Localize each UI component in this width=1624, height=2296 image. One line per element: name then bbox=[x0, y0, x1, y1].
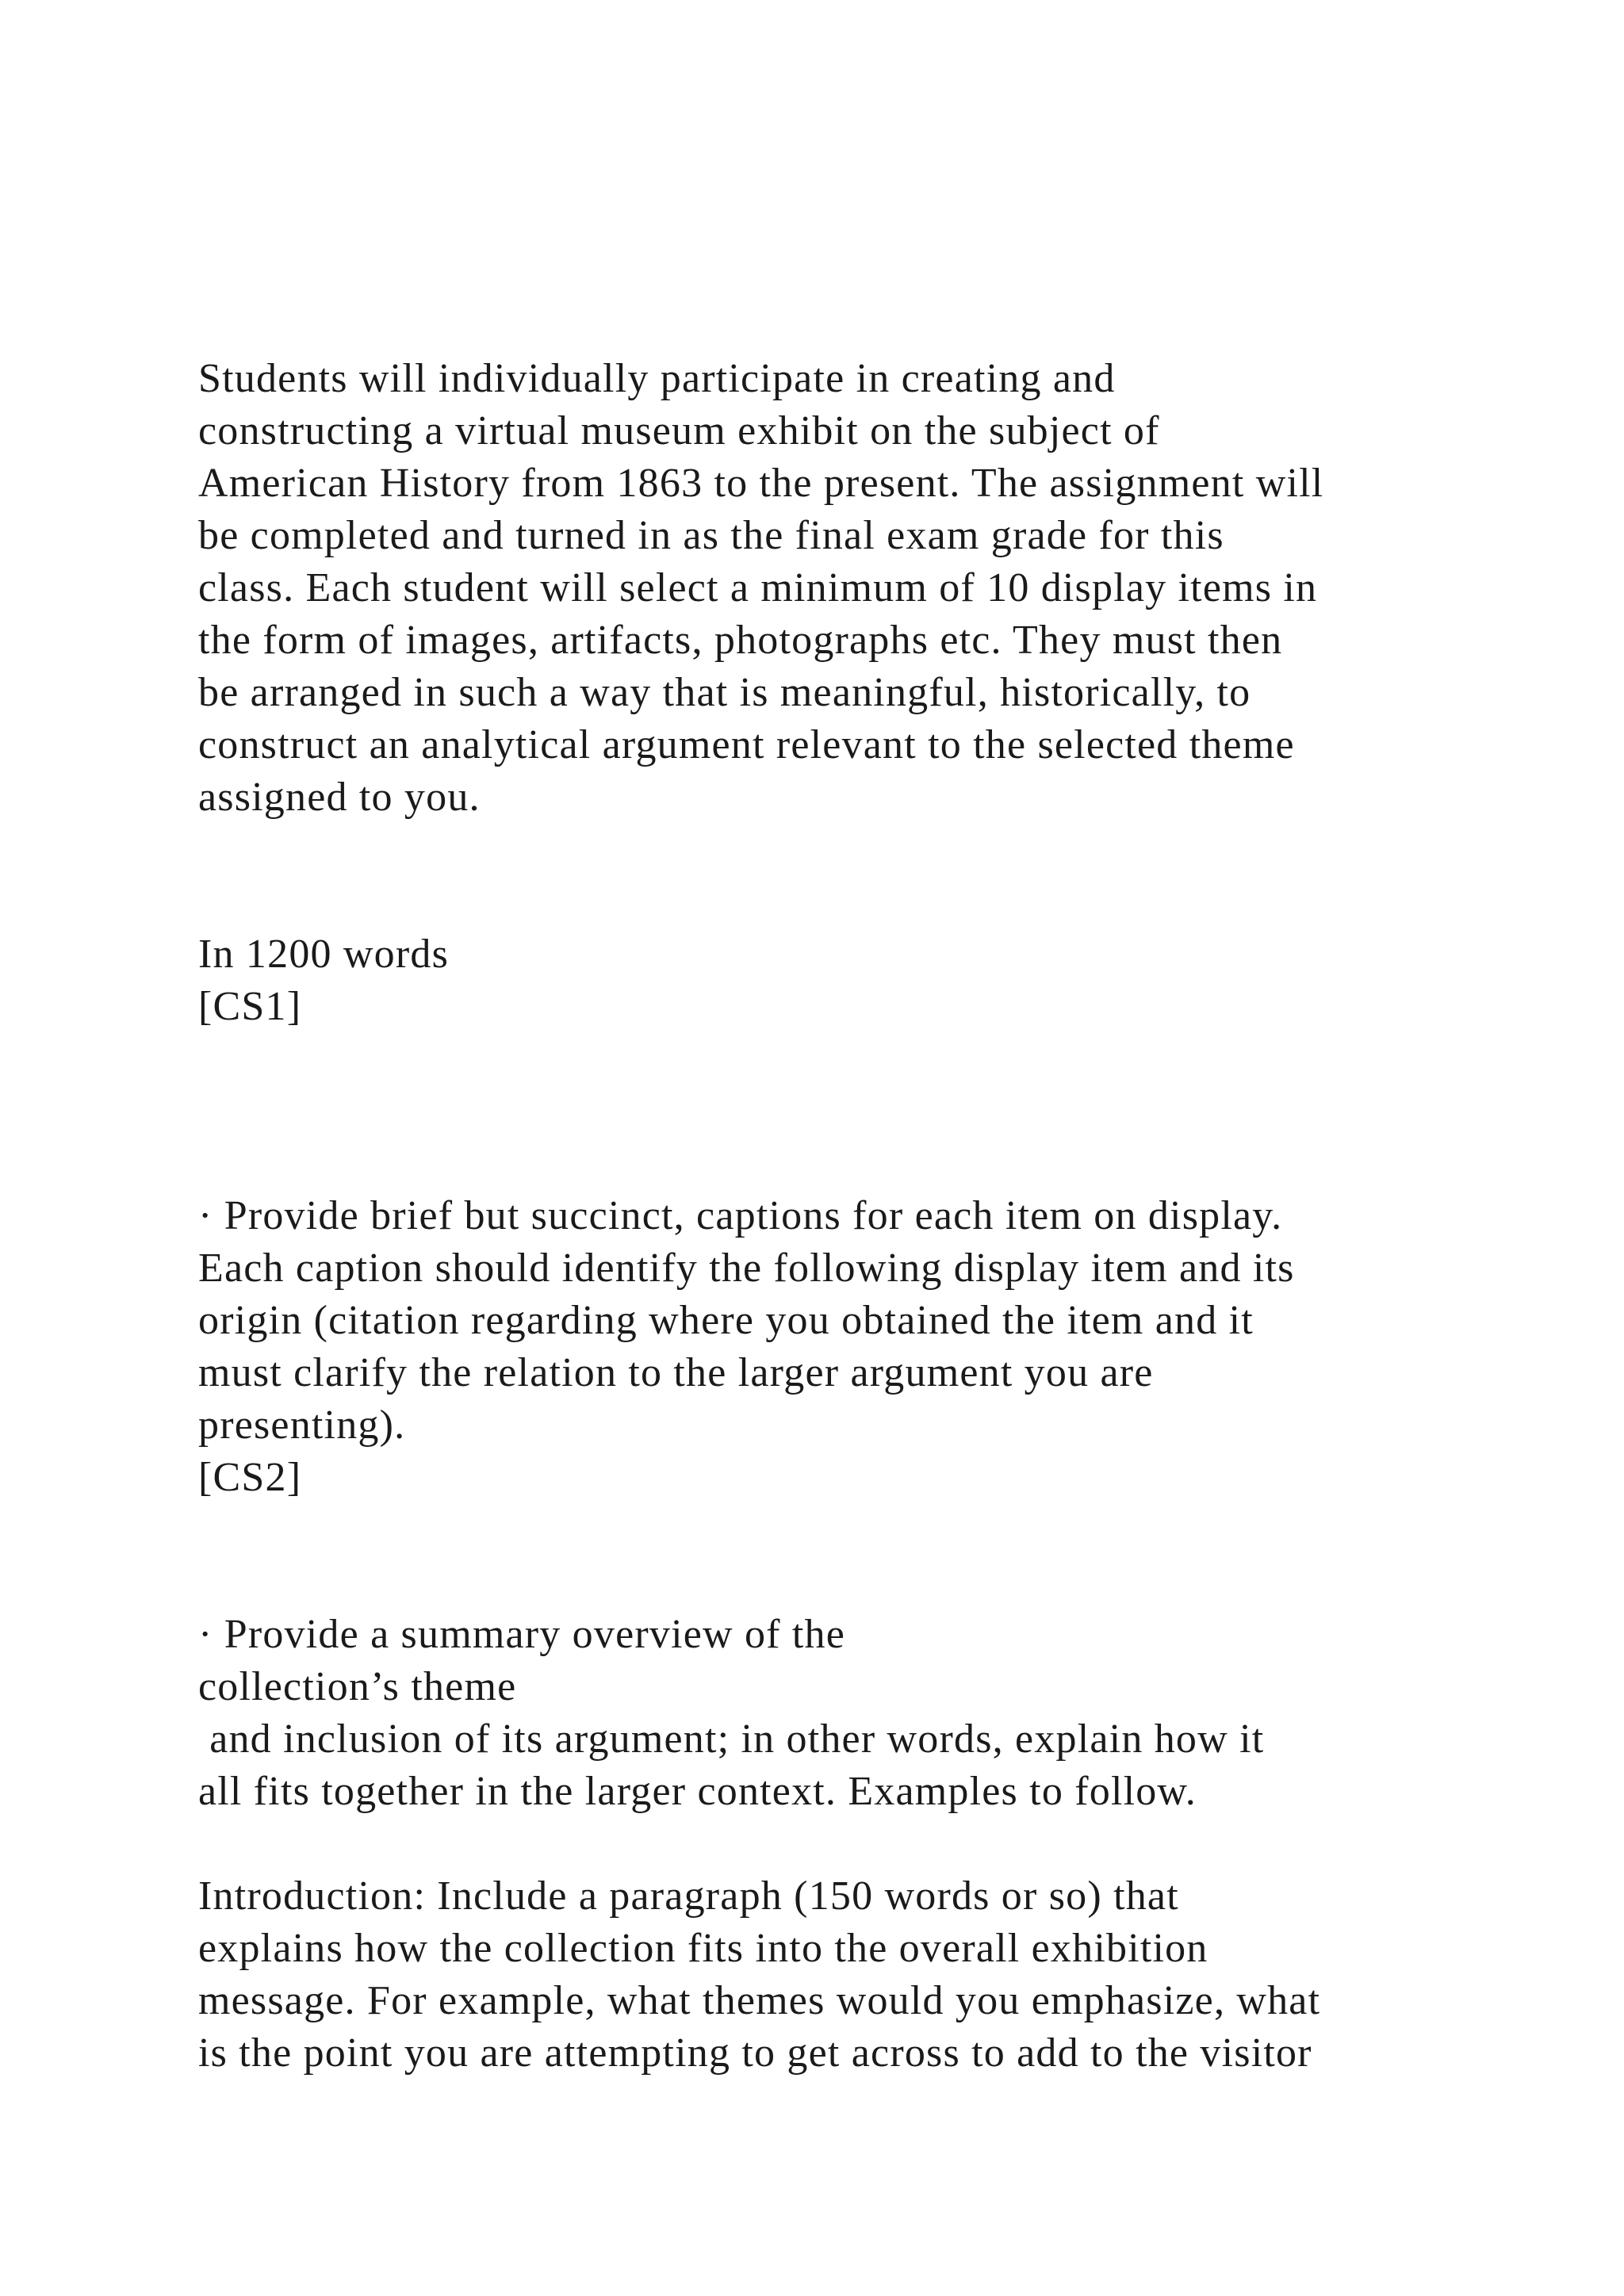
bullet-2-line-4: all fits together in the larger context. Examples to follow. bbox=[198, 1769, 1197, 1814]
paragraph-1-line-8: construct an analytical argument relevant to the selected theme bbox=[198, 722, 1295, 767]
introduction-line-4: is the point you are attempting to get across to add to the visitor bbox=[198, 2030, 1312, 2076]
introduction-line-1: Introduction: Include a paragraph (150 words or so) that bbox=[198, 1873, 1179, 1919]
bullet-1-line-3: origin (citation regarding where you obtained the item and it bbox=[198, 1298, 1254, 1343]
comment-marker-cs2: [CS2] bbox=[198, 1455, 302, 1500]
word-count-line: In 1200 words bbox=[198, 932, 450, 977]
paragraph-1-line-3: American History from 1863 to the present. The assignment will bbox=[198, 461, 1324, 506]
comment-marker-cs1: [CS1] bbox=[198, 984, 302, 1029]
bullet-1-line-5: presenting). bbox=[198, 1402, 406, 1448]
bullet-1-line-1: · Provide brief but succinct, captions for each item on display. bbox=[198, 1193, 1283, 1238]
paragraph-1-line-7: be arranged in such a way that is meaningful, historically, to bbox=[198, 670, 1251, 715]
bullet-2-line-3: and inclusion of its argument; in other words, explain how it bbox=[198, 1716, 1265, 1762]
paragraph-1-line-5: class. Each student will select a minimum of 10 display items in bbox=[198, 565, 1318, 610]
bullet-2-line-1: · Provide a summary overview of the bbox=[198, 1612, 846, 1657]
introduction-line-3: message. For example, what themes would you emphasize, what bbox=[198, 1978, 1321, 2023]
paragraph-1-line-1: Students will individually participate in creating and bbox=[198, 356, 1116, 401]
paragraph-1-line-9: assigned to you. bbox=[198, 775, 481, 820]
paragraph-1-line-2: constructing a virtual museum exhibit on the subject of bbox=[198, 408, 1160, 453]
paragraph-1-line-4: be completed and turned in as the final exam grade for this bbox=[198, 513, 1224, 558]
bullet-1-line-4: must clarify the relation to the larger argument you are bbox=[198, 1350, 1154, 1395]
bullet-1-line-2: Each caption should identify the following display item and its bbox=[198, 1246, 1295, 1291]
bullet-2-line-2: collection’s theme bbox=[198, 1664, 517, 1709]
introduction-line-2: explains how the collection fits into the overall exhibition bbox=[198, 1926, 1208, 1971]
paragraph-1-line-6: the form of images, artifacts, photographs etc. They must then bbox=[198, 618, 1283, 663]
